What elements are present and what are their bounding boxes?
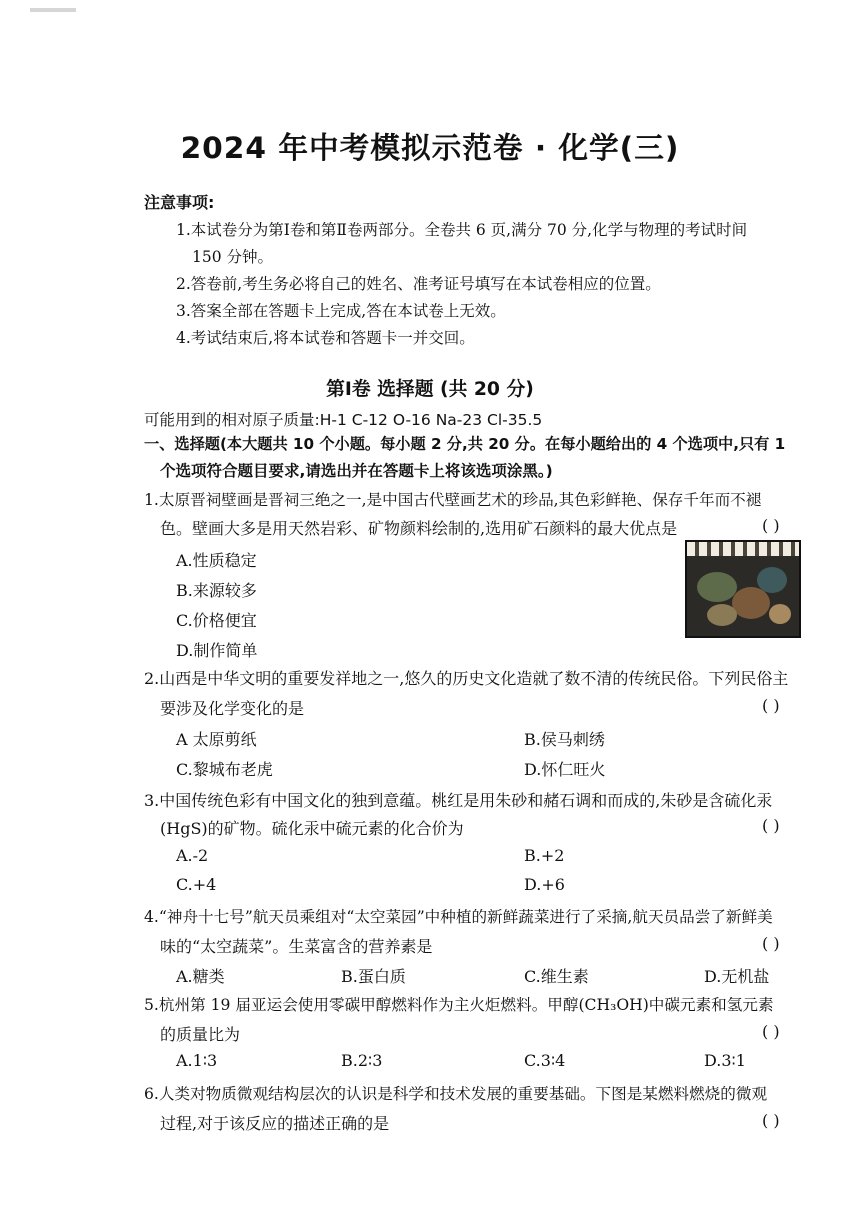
instruction-line: 一、选择题(本大题共 10 个小题。每小题 2 分,共 20 分。在每小题给出的 4 个选项中,只有 1 xyxy=(144,435,786,453)
section-heading: 第Ⅰ卷 选择题 (共 20 分) xyxy=(326,379,534,400)
notice-item: 3.答案全部在答题卡上完成,答在本试卷上无效。 xyxy=(176,302,506,320)
notice-item: 4.考试结束后,将本试卷和答题卡一并交回。 xyxy=(176,329,475,347)
option: C.维生素 xyxy=(524,967,589,986)
question-stem: 4.“神舟十七号”航天员乘组对“太空菜园”中种植的新鲜蔬菜进行了采摘,航天员品尝了新鲜美 xyxy=(144,908,773,926)
page-title: 2024 年中考模拟示范卷 · 化学(三) xyxy=(180,130,680,165)
mural-photo xyxy=(685,540,801,638)
option: D.+6 xyxy=(524,875,565,894)
answer-parentheses: ( ) xyxy=(762,696,780,715)
question-stem: 2.山西是中华文明的重要发祥地之一,悠久的历史文化造就了数不清的传统民俗。下列民俗主 xyxy=(144,669,789,688)
option: C.价格便宜 xyxy=(176,611,257,630)
option: A.-2 xyxy=(176,846,209,865)
notice-heading: 注意事项: xyxy=(144,193,215,212)
atomic-masses: 可能用到的相对原子质量:H-1 C-12 O-16 Na-23 Cl-35.5 xyxy=(144,411,543,429)
option: C.3∶4 xyxy=(524,1051,566,1070)
option: A 太原剪纸 xyxy=(176,730,257,749)
option: B.蛋白质 xyxy=(341,967,406,986)
question-stem: 1.太原晋祠壁画是晋祠三绝之一,是中国古代壁画艺术的珍品,其色彩鲜艳、保存千年而不褪 xyxy=(144,491,762,509)
notice-item: 150 分钟。 xyxy=(192,248,274,266)
scan-smudge xyxy=(30,8,76,12)
answer-parentheses: ( ) xyxy=(762,934,780,953)
question-stem: 的质量比为 xyxy=(160,1025,241,1044)
answer-parentheses: ( ) xyxy=(762,816,780,835)
question-stem: 6.人类对物质微观结构层次的认识是科学和技术发展的重要基础。下图是某燃料燃烧的微观 xyxy=(144,1085,768,1103)
option: A.糖类 xyxy=(176,967,225,986)
option: A.1∶3 xyxy=(176,1051,218,1070)
notice-item: 1.本试卷分为第Ⅰ卷和第Ⅱ卷两部分。全卷共 6 页,满分 70 分,化学与物理的考试时间 xyxy=(176,221,748,239)
question-stem: 色。壁画大多是用天然岩彩、矿物颜料绘制的,选用矿石颜料的最大优点是 xyxy=(160,519,678,538)
question-stem: 5.杭州第 19 届亚运会使用零碳甲醇燃料作为主火炬燃料。甲醇(CH₃OH)中碳元素和氢元素 xyxy=(144,996,774,1014)
option: C.+4 xyxy=(176,875,217,894)
instruction-line: 个选项符合题目要求,请选出并在答题卡上将该选项涂黑。) xyxy=(160,462,553,480)
option: B.侯马刺绣 xyxy=(524,730,605,749)
answer-parentheses: ( ) xyxy=(762,1022,780,1041)
question-stem: (HgS)的矿物。硫化汞中硫元素的化合价为 xyxy=(160,819,464,838)
question-stem: 要涉及化学变化的是 xyxy=(160,699,305,718)
question-stem: 味的“太空蔬菜”。生菜富含的营养素是 xyxy=(160,937,433,956)
option: D.3∶1 xyxy=(704,1051,746,1070)
question-stem: 过程,对于该反应的描述正确的是 xyxy=(160,1114,390,1133)
option: B.2∶3 xyxy=(341,1051,383,1070)
option: B.来源较多 xyxy=(176,581,257,600)
option: A.性质稳定 xyxy=(176,551,257,570)
answer-parentheses: ( ) xyxy=(762,1111,780,1130)
option: D.无机盐 xyxy=(704,967,770,986)
option: D.怀仁旺火 xyxy=(524,760,606,779)
notice-item: 2.答卷前,考生务必将自己的姓名、准考证号填写在本试卷相应的位置。 xyxy=(176,275,661,293)
option: D.制作简单 xyxy=(176,641,258,660)
question-stem: 3.中国传统色彩有中国文化的独到意蕴。桃红是用朱砂和赭石调和而成的,朱砂是含硫化汞 xyxy=(144,791,773,810)
answer-parentheses: ( ) xyxy=(762,516,780,535)
option: B.+2 xyxy=(524,846,565,865)
option: C.黎城布老虎 xyxy=(176,760,273,779)
